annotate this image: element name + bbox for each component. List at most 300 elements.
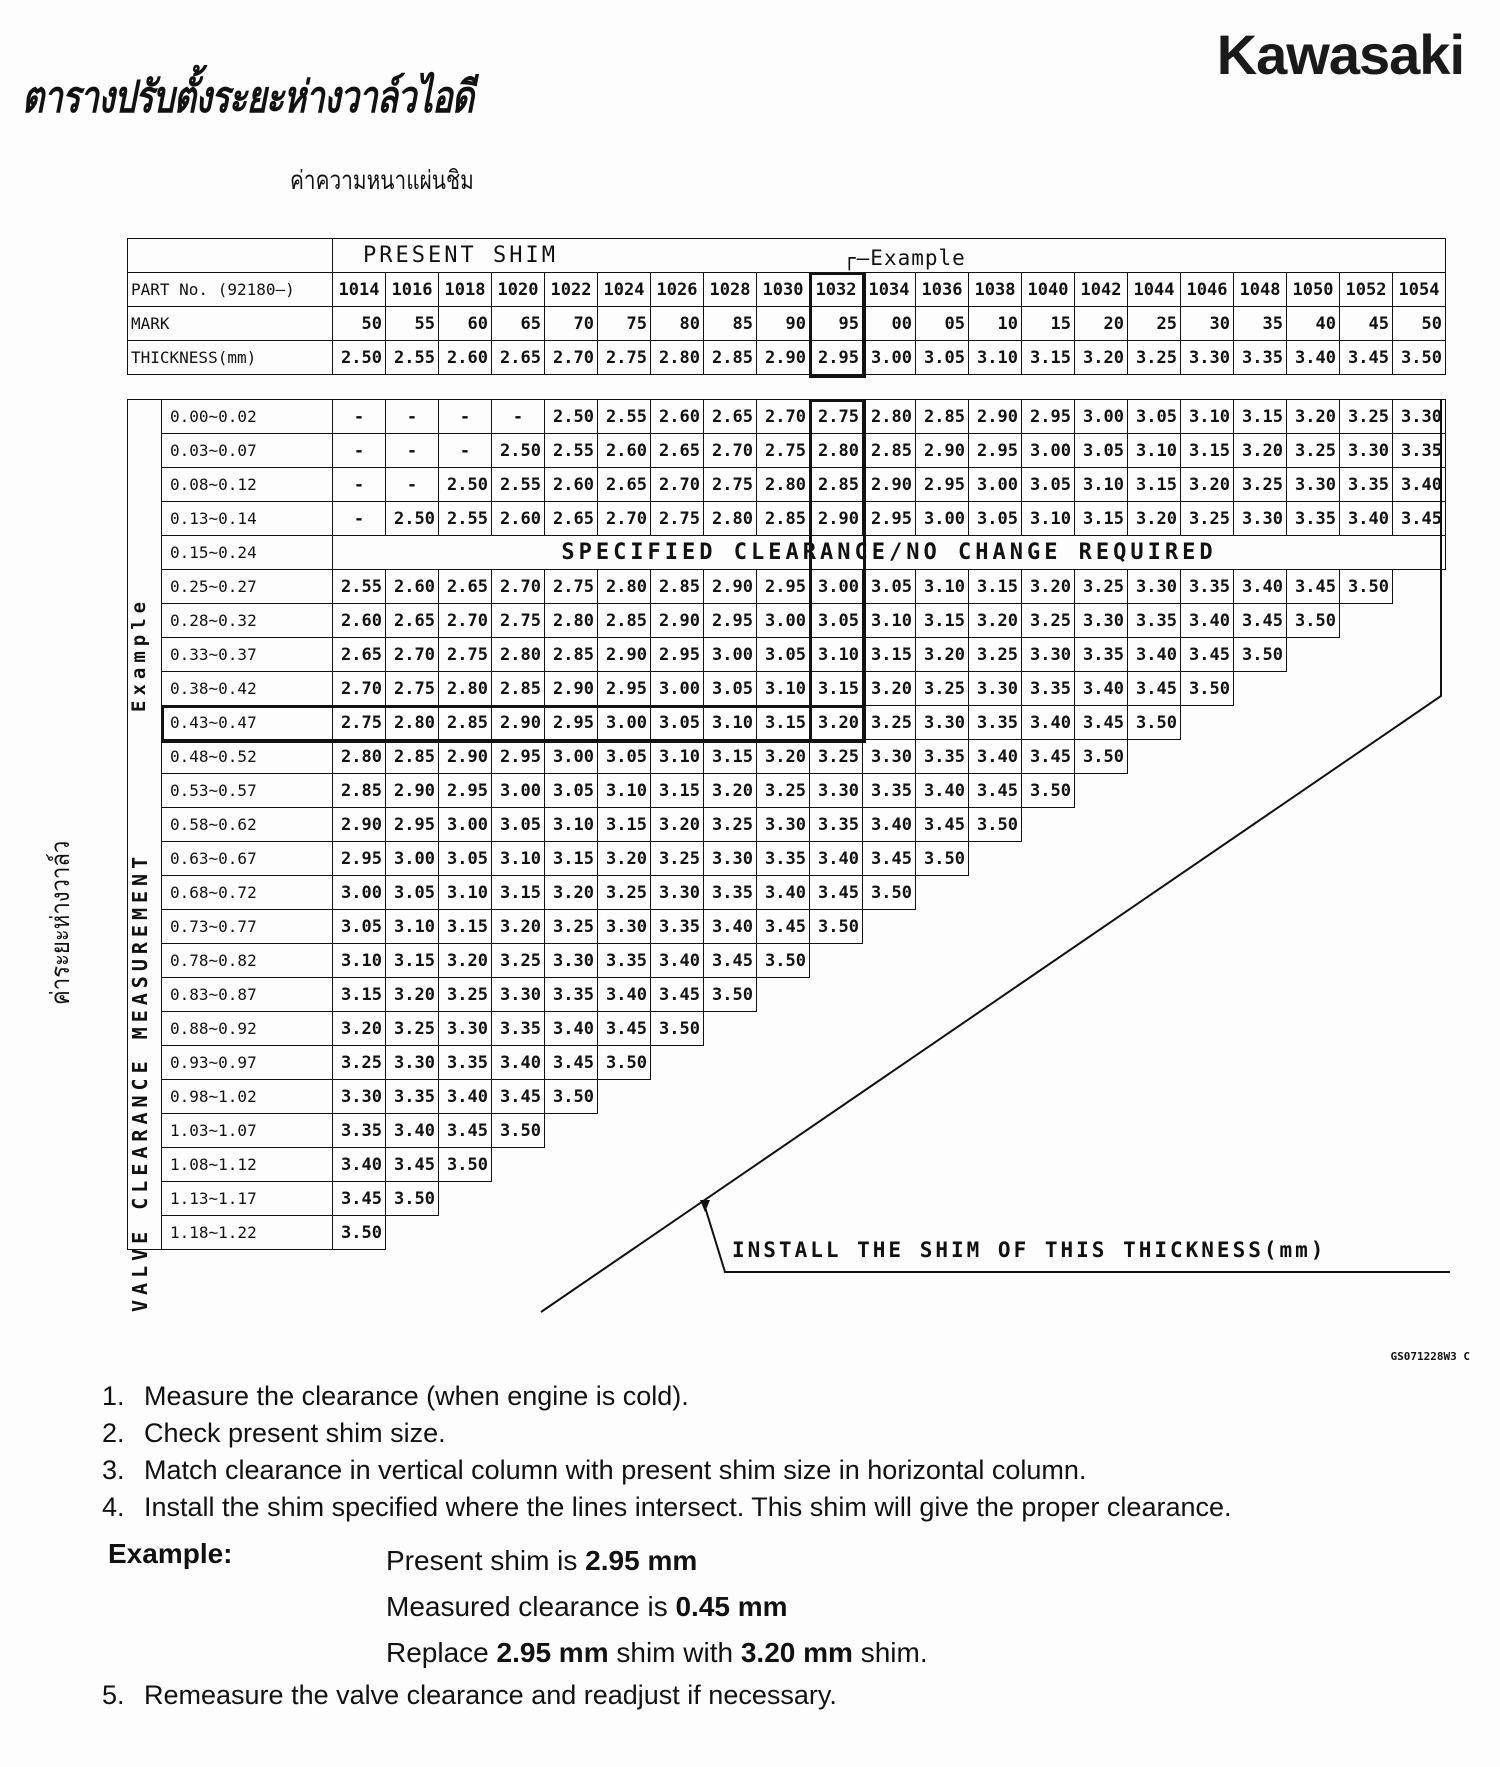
header-cell: 2.55 [386, 341, 439, 375]
shim-cell: 3.00 [386, 842, 439, 876]
clearance-range: 0.13~0.14 [162, 502, 333, 536]
shim-cell: 2.95 [545, 706, 598, 740]
shim-cell: 3.35 [386, 1080, 439, 1114]
shim-cell: 3.40 [1234, 570, 1287, 604]
thickness-row-label: THICKNESS(mm) [128, 341, 333, 375]
header-cell: 00 [863, 307, 916, 341]
shim-cell: 3.35 [704, 876, 757, 910]
shim-cell: 3.10 [810, 638, 863, 672]
shim-cell: 2.80 [810, 434, 863, 468]
shim-cell: 3.45 [333, 1182, 386, 1216]
shim-cell: 3.20 [333, 1012, 386, 1046]
header-cell: 15 [1022, 307, 1075, 341]
shim-cell: 2.80 [439, 672, 492, 706]
present-shim-title: PRESENT SHIM [333, 239, 1446, 273]
shim-cell: - [439, 400, 492, 434]
shim-cell: 2.80 [598, 570, 651, 604]
shim-cell: - [333, 400, 386, 434]
shim-cell: 3.25 [1181, 502, 1234, 536]
shim-cell: 3.10 [863, 604, 916, 638]
shim-cell: 2.75 [386, 672, 439, 706]
header-cell: 3.45 [1340, 341, 1393, 375]
shim-cell: 3.20 [969, 604, 1022, 638]
shim-cell: 3.25 [1075, 570, 1128, 604]
shim-cell: 3.10 [439, 876, 492, 910]
shim-cell: 2.75 [439, 638, 492, 672]
header-cell: 1044 [1128, 273, 1181, 307]
clearance-range: 0.38~0.42 [162, 672, 333, 706]
instruction-step: 2. Check present shim size. [102, 1418, 446, 1448]
instruction-list [102, 1378, 1232, 1526]
shim-cell: 3.45 [757, 910, 810, 944]
shim-cell: 3.30 [1075, 604, 1128, 638]
shim-cell: 2.60 [545, 468, 598, 502]
shim-cell: 2.90 [863, 468, 916, 502]
shim-cell: 3.05 [704, 672, 757, 706]
shim-cell: 3.50 [757, 944, 810, 978]
shim-cell: 2.50 [439, 468, 492, 502]
clearance-range: 0.48~0.52 [162, 740, 333, 774]
clearance-range: 0.08~0.12 [162, 468, 333, 502]
shim-cell: 3.05 [545, 774, 598, 808]
shim-cell: 3.25 [1022, 604, 1075, 638]
shim-cell: 3.25 [492, 944, 545, 978]
shim-cell: 3.15 [386, 944, 439, 978]
header-cell: 2.95 [810, 341, 863, 375]
shim-cell: 2.55 [598, 400, 651, 434]
header-cell: 55 [386, 307, 439, 341]
shim-cell: 2.60 [386, 570, 439, 604]
shim-cell: 2.85 [810, 468, 863, 502]
shim-cell: 2.95 [916, 468, 969, 502]
shim-cell: 3.20 [757, 740, 810, 774]
shim-cell: 2.90 [916, 434, 969, 468]
shim-cell: 2.95 [386, 808, 439, 842]
header-cell: 2.90 [757, 341, 810, 375]
shim-cell: 3.45 [1128, 672, 1181, 706]
shim-cell: 3.25 [651, 842, 704, 876]
shim-cell: 2.55 [333, 570, 386, 604]
shim-cell: 3.00 [439, 808, 492, 842]
shim-cell: 3.25 [333, 1046, 386, 1080]
shim-cell: 3.40 [545, 1012, 598, 1046]
header-cell: 3.05 [916, 341, 969, 375]
shim-thickness-subtitle: ค่าความหนาแผ่นชิม [290, 166, 474, 196]
shim-cell: 2.75 [492, 604, 545, 638]
shim-cell: 2.95 [439, 774, 492, 808]
shim-cell: 3.30 [969, 672, 1022, 706]
shim-cell: 3.35 [1340, 468, 1393, 502]
header-cell: 1022 [545, 273, 598, 307]
clearance-side-label: ค่าระยะห่างวาล์ว [46, 840, 76, 1005]
clearance-range: 0.93~0.97 [162, 1046, 333, 1080]
shim-cell: 3.40 [704, 910, 757, 944]
shim-cell: 2.85 [916, 400, 969, 434]
shim-cell: 3.35 [651, 910, 704, 944]
shim-cell: 3.20 [1022, 570, 1075, 604]
shim-cell: 2.75 [545, 570, 598, 604]
shim-cell: 3.35 [333, 1114, 386, 1148]
shim-cell: 3.20 [810, 706, 863, 740]
staircase-boundary-line [541, 399, 1441, 1312]
shim-cell: 2.70 [757, 400, 810, 434]
header-cell: 25 [1128, 307, 1181, 341]
shim-cell: 2.80 [704, 502, 757, 536]
shim-cell: 2.55 [439, 502, 492, 536]
shim-cell: 3.25 [810, 740, 863, 774]
shim-cell: 2.75 [810, 400, 863, 434]
shim-cell: 3.05 [439, 842, 492, 876]
clearance-range: 0.73~0.77 [162, 910, 333, 944]
shim-cell: 3.40 [386, 1114, 439, 1148]
shim-cell: - [386, 434, 439, 468]
shim-cell: 2.85 [863, 434, 916, 468]
header-cell: 1036 [916, 273, 969, 307]
shim-cell: 3.15 [333, 978, 386, 1012]
header-cell: 2.60 [439, 341, 492, 375]
page-title: ตารางปรับตั้งระยะห่างวาล์วไอดี [22, 72, 474, 123]
shim-cell: 3.10 [704, 706, 757, 740]
header-cell: 40 [1287, 307, 1340, 341]
shim-cell: 3.30 [810, 774, 863, 808]
shim-cell: 3.15 [1128, 468, 1181, 502]
example-line: Measured clearance is 0.45 mm [386, 1591, 788, 1622]
shim-cell: 3.50 [1022, 774, 1075, 808]
shim-cell: 2.65 [651, 434, 704, 468]
specified-clearance-banner: SPECIFIED CLEARANCE/NO CHANGE REQUIRED [333, 536, 1446, 570]
mark-row-label: MARK [128, 307, 333, 341]
shim-cell: 3.50 [863, 876, 916, 910]
header-cell: 1054 [1393, 273, 1446, 307]
shim-cell: 3.25 [757, 774, 810, 808]
shim-cell: 3.20 [704, 774, 757, 808]
shim-cell: 2.65 [333, 638, 386, 672]
shim-cell: 3.40 [492, 1046, 545, 1080]
shim-cell: 3.50 [651, 1012, 704, 1046]
shim-cell: 3.10 [1075, 468, 1128, 502]
shim-cell: 3.25 [916, 672, 969, 706]
example-arrow-icon: ┌— [843, 246, 871, 270]
shim-cell: 3.20 [492, 910, 545, 944]
clearance-range: 0.15~0.24 [162, 536, 333, 570]
shim-cell: 3.15 [1181, 434, 1234, 468]
shim-cell: 2.85 [651, 570, 704, 604]
clearance-range: 1.08~1.12 [162, 1148, 333, 1182]
shim-cell: 2.90 [651, 604, 704, 638]
clearance-range: 0.68~0.72 [162, 876, 333, 910]
header-cell: 2.80 [651, 341, 704, 375]
vertical-example-label: Example [128, 596, 150, 712]
shim-cell: 2.90 [333, 808, 386, 842]
shim-cell: 2.65 [598, 468, 651, 502]
shim-cell: 3.30 [704, 842, 757, 876]
header-cell: 90 [757, 307, 810, 341]
shim-cell: 2.55 [545, 434, 598, 468]
shim-cell: 3.40 [1128, 638, 1181, 672]
shim-cell: 2.50 [545, 400, 598, 434]
shim-cell: - [492, 400, 545, 434]
shim-cell: 3.15 [1234, 400, 1287, 434]
shim-cell: 3.15 [704, 740, 757, 774]
shim-cell: 3.00 [757, 604, 810, 638]
clearance-range: 0.00~0.02 [162, 400, 333, 434]
clearance-range: 0.03~0.07 [162, 434, 333, 468]
header-cell: 95 [810, 307, 863, 341]
shim-cell: 3.30 [1393, 400, 1446, 434]
shim-cell: 3.30 [1128, 570, 1181, 604]
example-column-label: ┌—Example [843, 246, 966, 270]
header-cell: 1046 [1181, 273, 1234, 307]
header-cell: 2.85 [704, 341, 757, 375]
shim-cell: 3.15 [598, 808, 651, 842]
shim-cell: 2.55 [492, 468, 545, 502]
shim-cell: 3.15 [863, 638, 916, 672]
header-cell: 3.10 [969, 341, 1022, 375]
shim-cell: 3.00 [1075, 400, 1128, 434]
shim-cell: 2.90 [439, 740, 492, 774]
header-cell: 1020 [492, 273, 545, 307]
clearance-range: 0.78~0.82 [162, 944, 333, 978]
shim-cell: 3.25 [1234, 468, 1287, 502]
shim-cell: 2.90 [598, 638, 651, 672]
shim-cell: 3.10 [1022, 502, 1075, 536]
shim-cell: 3.30 [916, 706, 969, 740]
shim-cell: 3.50 [333, 1216, 386, 1250]
header-cell: 1032 [810, 273, 863, 307]
shim-cell: 3.30 [439, 1012, 492, 1046]
shim-cell: 2.65 [386, 604, 439, 638]
shim-cell: 3.20 [439, 944, 492, 978]
shim-cell: 2.60 [333, 604, 386, 638]
header-cell: 1038 [969, 273, 1022, 307]
clearance-range: 0.88~0.92 [162, 1012, 333, 1046]
header-cell: 3.40 [1287, 341, 1340, 375]
shim-cell: 3.15 [492, 876, 545, 910]
shim-cell: 2.65 [545, 502, 598, 536]
shim-cell: 3.50 [439, 1148, 492, 1182]
shim-cell: 3.45 [916, 808, 969, 842]
shim-cell: 2.85 [439, 706, 492, 740]
instruction-step: 1. Measure the clearance (when engine is cold). [102, 1381, 689, 1411]
pointer-arrow-icon [700, 1200, 710, 1212]
shim-cell: 3.30 [757, 808, 810, 842]
clearance-range: 1.18~1.22 [162, 1216, 333, 1250]
figure-code: GS071228W3 C [1390, 1350, 1470, 1363]
clearance-range: 0.33~0.37 [162, 638, 333, 672]
shim-cell: 2.85 [492, 672, 545, 706]
shim-cell: 3.25 [1287, 434, 1340, 468]
instruction-step-5: 5. Remeasure the valve clearance and readjust if necessary. [102, 1680, 837, 1710]
shim-cell: 3.35 [969, 706, 1022, 740]
shim-cell: 3.50 [810, 910, 863, 944]
header-cell: 1014 [333, 273, 386, 307]
header-cell: 70 [545, 307, 598, 341]
shim-cell: 2.85 [386, 740, 439, 774]
shim-cell: 3.35 [1181, 570, 1234, 604]
shim-cell: 3.30 [545, 944, 598, 978]
shim-cell: 3.00 [333, 876, 386, 910]
header-cell: 1042 [1075, 273, 1128, 307]
shim-cell: 3.45 [810, 876, 863, 910]
shim-cell: 3.20 [1181, 468, 1234, 502]
shim-cell: 3.25 [598, 876, 651, 910]
shim-cell: 3.45 [969, 774, 1022, 808]
header-cell: 1034 [863, 273, 916, 307]
header-cell: 3.15 [1022, 341, 1075, 375]
shim-cell: 3.40 [916, 774, 969, 808]
shim-cell: 3.45 [1075, 706, 1128, 740]
shim-cell: 2.90 [545, 672, 598, 706]
shim-cell: 3.00 [492, 774, 545, 808]
shim-cell: 3.20 [1128, 502, 1181, 536]
shim-cell: 2.60 [598, 434, 651, 468]
shim-cell: 3.45 [545, 1046, 598, 1080]
shim-cell: 3.30 [1022, 638, 1075, 672]
header-cell: 80 [651, 307, 704, 341]
header-cell: 10 [969, 307, 1022, 341]
shim-cell: 3.20 [863, 672, 916, 706]
shim-cell: 3.05 [386, 876, 439, 910]
valve-clearance-vertical-label: VALVE CLEARANCE MEASUREMENT [128, 851, 152, 1312]
clearance-range: 0.63~0.67 [162, 842, 333, 876]
header-cell: 3.30 [1181, 341, 1234, 375]
shim-cell: 2.65 [704, 400, 757, 434]
shim-cell: 3.45 [439, 1114, 492, 1148]
shim-cell: 3.30 [598, 910, 651, 944]
header-cell: 3.20 [1075, 341, 1128, 375]
shim-cell: 3.15 [757, 706, 810, 740]
shim-cell: 3.50 [969, 808, 1022, 842]
shim-cell: 3.10 [757, 672, 810, 706]
shim-cell: 2.85 [757, 502, 810, 536]
shim-cell: 3.15 [545, 842, 598, 876]
shim-cell: - [333, 468, 386, 502]
shim-cell: 3.50 [545, 1080, 598, 1114]
shim-cell: 3.20 [386, 978, 439, 1012]
shim-cell: 3.50 [492, 1114, 545, 1148]
clearance-range: 1.03~1.07 [162, 1114, 333, 1148]
shim-cell: 3.10 [916, 570, 969, 604]
header-cell: 3.50 [1393, 341, 1446, 375]
shim-cell: 2.70 [598, 502, 651, 536]
header-cell: 2.65 [492, 341, 545, 375]
shim-cell: 3.35 [810, 808, 863, 842]
shim-cell: 3.15 [439, 910, 492, 944]
header-cell: 60 [439, 307, 492, 341]
shim-cell: 2.70 [333, 672, 386, 706]
header-cell: 2.50 [333, 341, 386, 375]
shim-cell: 3.30 [386, 1046, 439, 1080]
shim-cell: 3.35 [439, 1046, 492, 1080]
shim-cell: 3.45 [651, 978, 704, 1012]
shim-cell: 3.05 [1075, 434, 1128, 468]
shim-cell: 3.25 [386, 1012, 439, 1046]
shim-cell: 3.10 [651, 740, 704, 774]
shim-cell: 3.40 [598, 978, 651, 1012]
shim-cell: 2.80 [492, 638, 545, 672]
shim-cell: 2.75 [757, 434, 810, 468]
shim-cell: 2.60 [492, 502, 545, 536]
header-cell: 1016 [386, 273, 439, 307]
shim-cell: 3.00 [651, 672, 704, 706]
shim-cell: 3.40 [333, 1148, 386, 1182]
shim-cell: 3.20 [651, 808, 704, 842]
shim-cell: 2.90 [386, 774, 439, 808]
shim-cell: 2.90 [492, 706, 545, 740]
part-number-row-label: PART No. (92180–) [128, 273, 333, 307]
shim-cell: 3.50 [916, 842, 969, 876]
shim-cell: 3.05 [598, 740, 651, 774]
header-cell: 1028 [704, 273, 757, 307]
shim-cell: 2.75 [704, 468, 757, 502]
shim-cell: 3.05 [863, 570, 916, 604]
shim-cell: 3.35 [1075, 638, 1128, 672]
shim-cell: 3.20 [545, 876, 598, 910]
clearance-range: 0.28~0.32 [162, 604, 333, 638]
shim-cell: 2.95 [333, 842, 386, 876]
shim-cell: 3.40 [439, 1080, 492, 1114]
shim-cell: 3.00 [810, 570, 863, 604]
shim-cell: 3.25 [545, 910, 598, 944]
shim-cell: 3.35 [1128, 604, 1181, 638]
example-lines [386, 1538, 928, 1676]
shim-cell: 3.40 [651, 944, 704, 978]
shim-cell: 3.35 [863, 774, 916, 808]
shim-cell: 3.50 [1234, 638, 1287, 672]
install-shim-label: INSTALL THE SHIM OF THIS THICKNESS(mm) [732, 1238, 1327, 1262]
shim-cell: 3.40 [1340, 502, 1393, 536]
shim-cell: 2.95 [863, 502, 916, 536]
shim-cell: 3.20 [1287, 400, 1340, 434]
shim-cell: 3.30 [1340, 434, 1393, 468]
shim-cell: 3.25 [969, 638, 1022, 672]
shim-cell: 3.50 [1287, 604, 1340, 638]
shim-cell: 2.70 [439, 604, 492, 638]
shim-cell: 3.00 [969, 468, 1022, 502]
shim-cell: 2.95 [598, 672, 651, 706]
shim-cell: 2.70 [651, 468, 704, 502]
shim-cell: 2.75 [651, 502, 704, 536]
shim-cell: 3.40 [1075, 672, 1128, 706]
header-cell: 3.00 [863, 341, 916, 375]
shim-cell: 3.00 [1022, 434, 1075, 468]
shim-cell: 3.30 [492, 978, 545, 1012]
example-line: Present shim is 2.95 mm [386, 1545, 698, 1576]
shim-cell: 3.50 [1075, 740, 1128, 774]
shim-cell: 3.35 [1022, 672, 1075, 706]
shim-cell: 3.30 [863, 740, 916, 774]
shim-cell: 3.35 [598, 944, 651, 978]
header-cell: 1026 [651, 273, 704, 307]
header-cell: 85 [704, 307, 757, 341]
shim-cell: 3.10 [386, 910, 439, 944]
shim-cell: 3.40 [1181, 604, 1234, 638]
shim-cell: 3.35 [916, 740, 969, 774]
shim-cell: 2.70 [492, 570, 545, 604]
shim-cell: 3.10 [492, 842, 545, 876]
shim-cell: 2.85 [598, 604, 651, 638]
shim-cell: 3.40 [863, 808, 916, 842]
instruction-step: 3. Match clearance in vertical column with present shim size in horizontal column. [102, 1455, 1087, 1485]
example-line: Replace 2.95 mm shim with 3.20 mm shim. [386, 1637, 928, 1668]
shim-cell: 3.35 [1287, 502, 1340, 536]
shim-cell: - [386, 468, 439, 502]
shim-cell: 3.25 [439, 978, 492, 1012]
clearance-range: 1.13~1.17 [162, 1182, 333, 1216]
shim-cell: 2.95 [757, 570, 810, 604]
shim-cell: 3.25 [863, 706, 916, 740]
shim-cell: 2.90 [704, 570, 757, 604]
